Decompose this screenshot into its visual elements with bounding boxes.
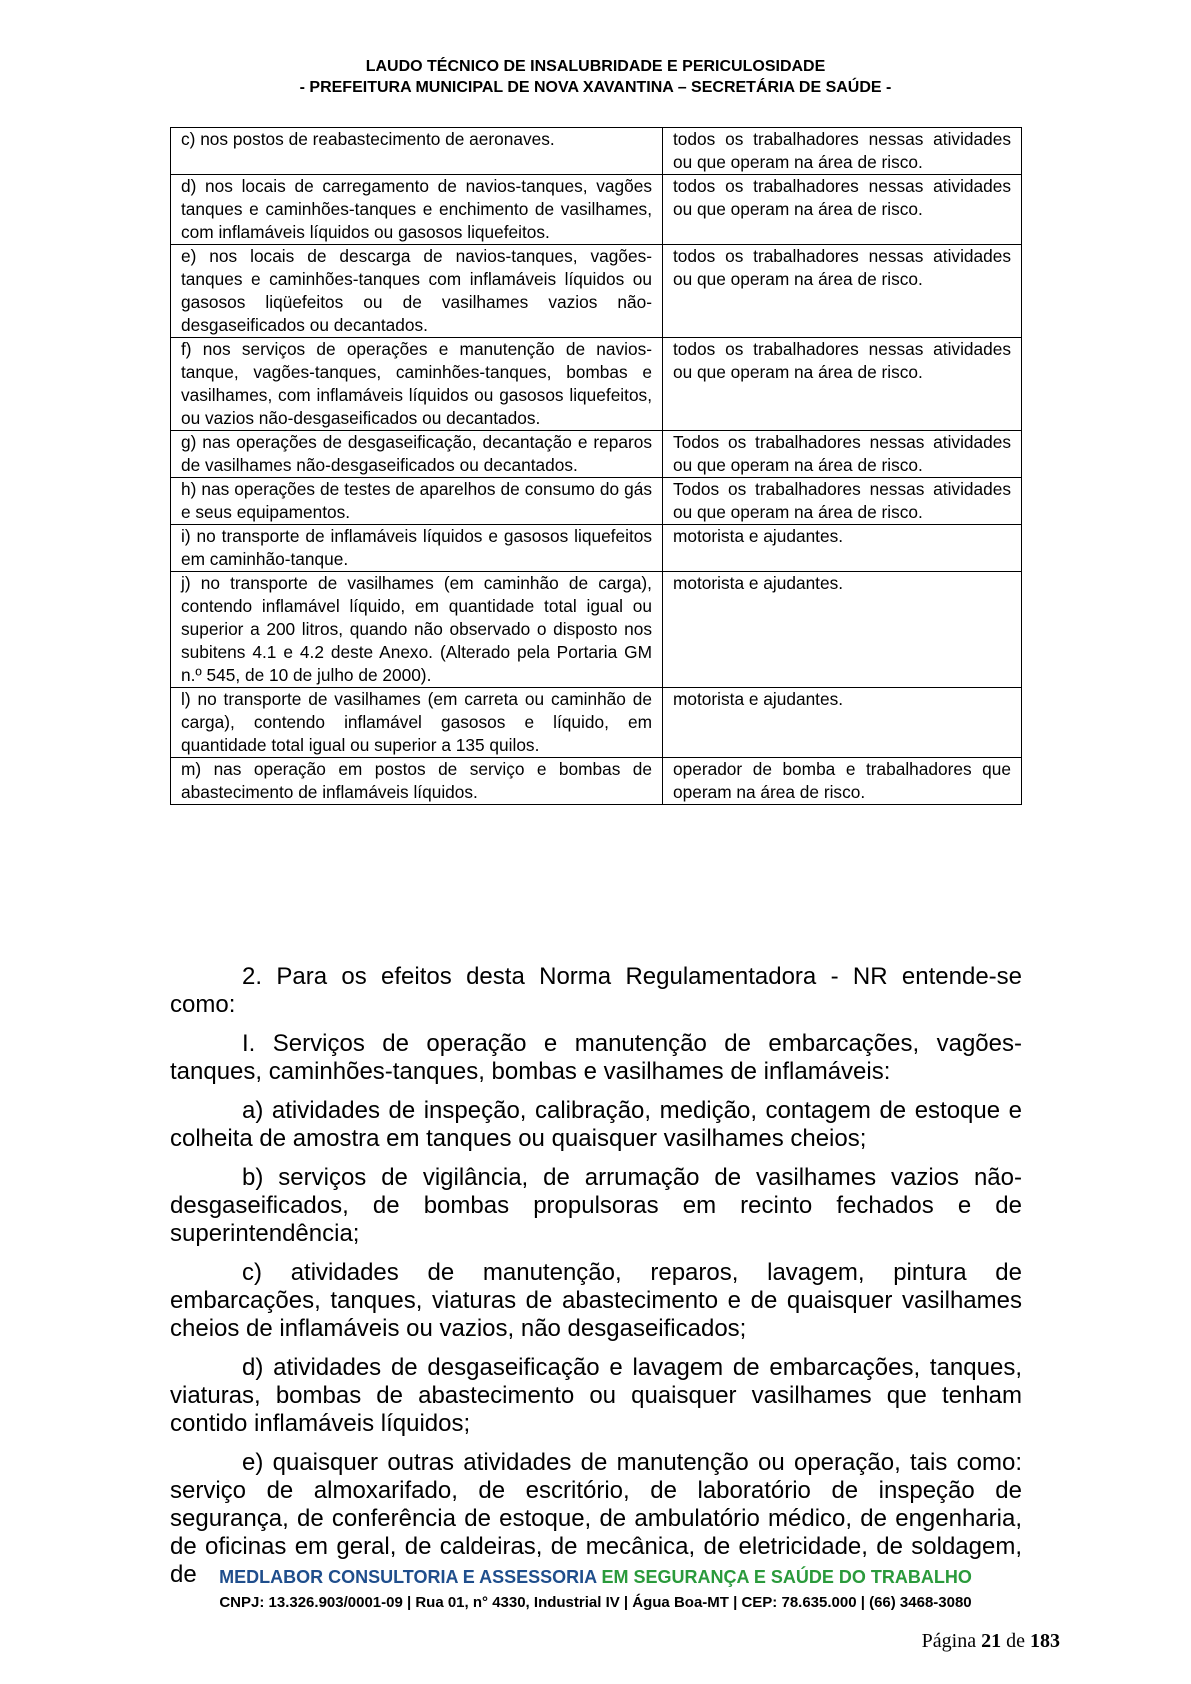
body-text [170,963,1022,1589]
table-row [171,175,1022,245]
body-paragraph: I. Serviços de operação e manutenção de embarcações, vagões-tanques, caminhões-tanques, bombas e vasilhames de inflamáveis: [170,1030,1022,1085]
activity-cell: m) nas operação em postos de serviço e bombas de abastecimento de inflamáveis líquidos. [171,758,663,805]
activity-cell: l) no transporte de vasilhames (em carreta ou caminhão de carga), contendo inflamável gasosos e líquido, em quantidade total igual ou superior a 135 quilos. [171,688,663,758]
activity-cell: j) no transporte de vasilhames (em caminhão de carga), contendo inflamável líquido, em quantidade total igual ou superior a 200 litros, quando não observado o disposto nos subitens 4.1 e 4.2 deste Anexo. (Alterado pela Portaria GM n.º 545, de 10 de julho de 2000). [171,572,663,688]
activity-cell: i) no transporte de inflamáveis líquidos e gasosos liquefeitos em caminhão-tanque. [171,525,663,572]
workers-cell: motorista e ajudantes. [663,688,1022,758]
body-paragraph: c) atividades de manutenção, reparos, lavagem, pintura de embarcações, tanques, viaturas de abastecimento e de quaisquer vasilhames cheios de inflamáveis ou vazios, não desgaseificados; [170,1259,1022,1342]
workers-cell: motorista e ajudantes. [663,572,1022,688]
header-subtitle: - PREFEITURA MUNICIPAL DE NOVA XAVANTINA – SECRETÁRIA DE SAÚDE - [299,79,892,96]
table-row [171,758,1022,805]
workers-cell: todos os trabalhadores nessas atividades ou que operam na área de risco. [663,338,1022,431]
table-row [171,338,1022,431]
page-total: 183 [1030,1630,1060,1652]
workers-cell: Todos os trabalhadores nessas atividades ou que operam na área de risco. [663,478,1022,525]
table-row [171,245,1022,338]
footer-company-name: MEDLABOR CONSULTORIA E ASSESSORIA [219,1567,597,1587]
table-body [171,128,1022,805]
workers-cell: todos os trabalhadores nessas atividades ou que operam na área de risco. [663,128,1022,175]
activity-cell: d) nos locais de carregamento de navios-tanques, vagões tanques e caminhões-tanques e enchimento de vasilhames, com inflamáveis líquidos ou gasosos liquefeitos. [171,175,663,245]
table-row [171,572,1022,688]
footer-company-tagline: EM SEGURANÇA E SAÚDE DO TRABALHO [601,1567,972,1587]
activity-cell: h) nas operações de testes de aparelhos de consumo do gás e seus equipamentos. [171,478,663,525]
activity-cell: f) nos serviços de operações e manutenção de navios-tanque, vagões-tanques, caminhões-tanques, bombas e vasilhames, com inflamáveis líquidos ou gasosos liquefeitos, ou vazios não-desgaseificados ou decantados. [171,338,663,431]
page-number [922,1630,1060,1653]
hazard-activities-table [170,127,1022,805]
table-row [171,128,1022,175]
body-paragraph: a) atividades de inspeção, calibração, medição, contagem de estoque e colheita de amostra em tanques ou quaisquer vasilhames cheios; [170,1097,1022,1152]
workers-cell: motorista e ajudantes. [663,525,1022,572]
workers-cell: todos os trabalhadores nessas atividades ou que operam na área de risco. [663,175,1022,245]
workers-cell: todos os trabalhadores nessas atividades ou que operam na área de risco. [663,245,1022,338]
activity-cell: g) nas operações de desgaseificação, decantação e reparos de vasilhames não-desgaseificados ou decantados. [171,431,663,478]
document-footer [0,1565,1191,1615]
header-title: LAUDO TÉCNICO DE INSALUBRIDADE E PERICULOSIDADE [365,58,826,75]
activity-cell: e) nos locais de descarga de navios-tanques, vagões-tanques e caminhões-tanques com inflamáveis líquidos ou gasosos liqüefeitos ou de vasilhames vazios não-desgaseificados ou decantados. [171,245,663,338]
page-of: de [1006,1630,1025,1652]
table-row [171,478,1022,525]
footer-company [0,1565,1191,1589]
workers-cell: Todos os trabalhadores nessas atividades ou que operam na área de risco. [663,431,1022,478]
workers-cell: operador de bomba e trabalhadores que operam na área de risco. [663,758,1022,805]
page-label: Página [921,1630,977,1652]
body-paragraph: d) atividades de desgaseificação e lavagem de embarcações, tanques, viaturas, bombas de abastecimento ou quaisquer vasilhames que tenham contido inflamáveis líquidos; [170,1354,1022,1437]
footer-contact: CNPJ: 13.326.903/0001-09 | Rua 01, n° 4330, Industrial IV | Água Boa-MT | CEP: 78.635.000 | (66) 3468-3080 [219,1594,972,1611]
body-paragraph: b) serviços de vigilância, de arrumação de vasilhames vazios não-desgaseificados, de bombas propulsoras em recinto fechados e de superintendência; [170,1164,1022,1247]
body-paragraph: e) quaisquer outras atividades de manutenção ou operação, tais como: serviço de almoxarifado, de escritório, de laboratório de inspeção de segurança, de conferência de estoque, de ambulatório médico, de engenharia, de oficinas em geral, de caldeiras, de mecânica, de eletricidade, de soldagem, de [170,1449,1022,1588]
document-header [0,56,1191,98]
table-row [171,431,1022,478]
body-paragraph: 2. Para os efeitos desta Norma Regulamentadora - NR entende-se como: [170,963,1022,1018]
activity-cell: c) nos postos de reabastecimento de aeronaves. [171,128,663,175]
table-row [171,525,1022,572]
page-current: 21 [981,1630,1002,1652]
table-row [171,688,1022,758]
